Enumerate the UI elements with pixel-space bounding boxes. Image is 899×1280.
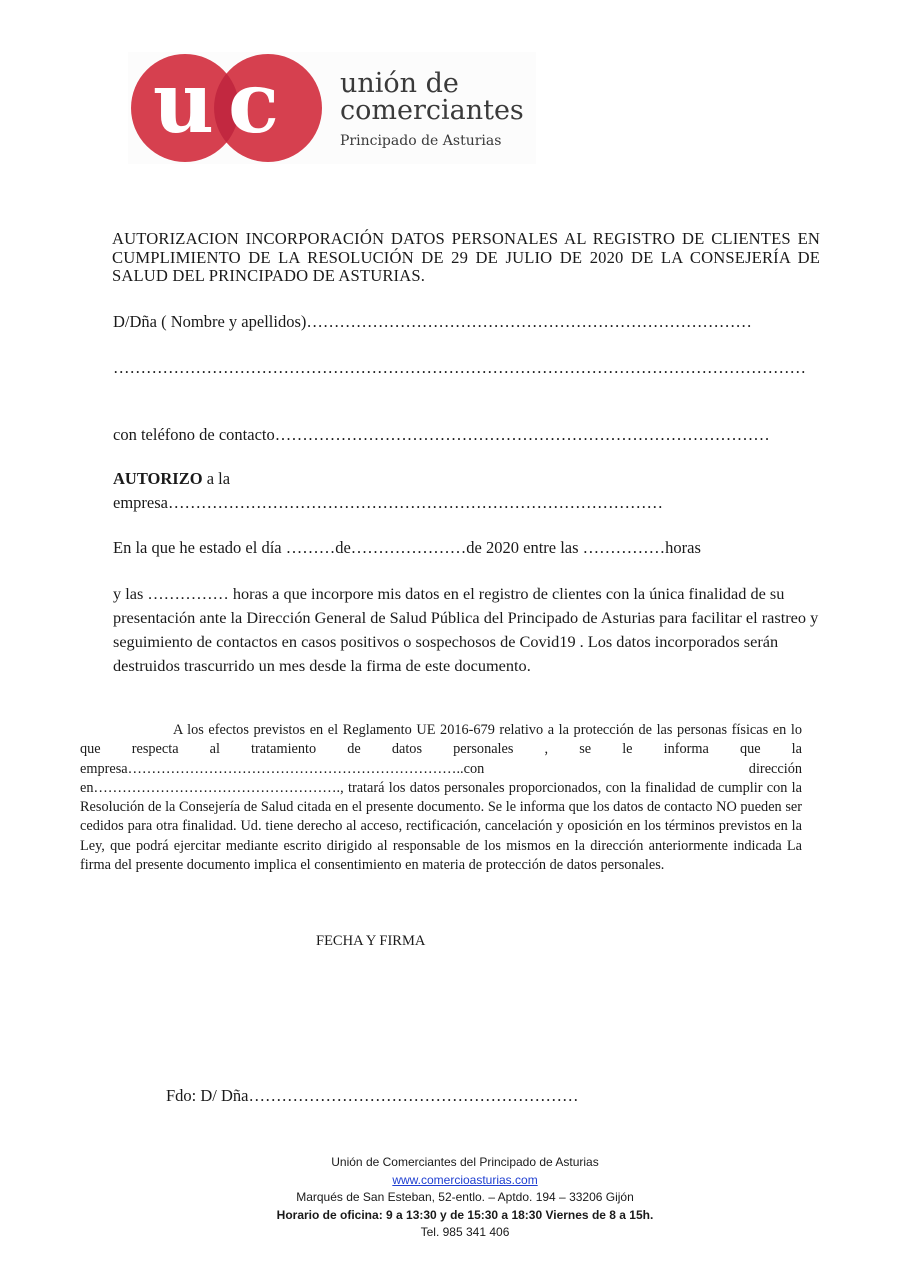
data-protection-paragraph: [80, 721, 802, 875]
signature-line: Fdo: D/ Dña……………………………………………………: [166, 1086, 579, 1105]
logo: [128, 52, 536, 164]
logo-text: [340, 70, 524, 150]
footer-address: Marqués de San Esteban, 52-entlo. – Aptdo. 194 – 33206 Gijón: [296, 1190, 634, 1204]
footer-hours: Horario de oficina: 9 a 13:30 y de 15:30 a 18:30 Viernes de 8 a 15h.: [276, 1207, 654, 1222]
authorization-paragraph: y las …………… horas a que incorpore mis datos en el registro de clientes con la única finalidad de su presentación ante la Dirección General de Salud Pública del Principado de Asturias para facilitar el rastreo y seguimiento de contactos en casos positivos o sospechosos de Covid19 . Los datos incorporados serán destruidos trascurrido un mes desde la firma de este documento.: [113, 584, 819, 675]
logo-line-1: unión de: [340, 68, 459, 99]
logo-subtitle: Principado de Asturias: [340, 133, 502, 149]
footer-phone: Tel. 985 341 406: [420, 1225, 510, 1239]
document-title: AUTORIZACION INCORPORACIÓN DATOS PERSONALES AL REGISTRO DE CLIENTES EN CUMPLIMIENTO DE LA RESOLUCIÓN DE 29 DE JULIO DE 2020 DE LA CONSEJERÍA DE SALUD DEL PRINCIPADO DE ASTURIAS.: [112, 229, 820, 285]
uc-logo-letters: uc: [152, 53, 294, 152]
signature-heading: FECHA Y FIRMA: [316, 933, 426, 949]
footer-org: Unión de Comerciantes del Principado de Asturias: [331, 1155, 599, 1169]
footer: [220, 1154, 710, 1242]
autorizo-line: [113, 469, 230, 489]
date-time-line: En la que he estado el día ………de…………………de 2020 entre las ……………horas: [113, 538, 701, 557]
autorizo-rest: a la: [202, 469, 231, 488]
data-protection-text: A los efectos previstos en el Reglamento UE 2016-679 relativo a la protección de las personas físicas en lo que respecta al tratamiento de datos personales , se le informa que la empresa……………………………………………………………..con dirección en……………………………………………., tratará los datos personales proporcionados, con la finalidad de cumplir con la Resolución de la Consejería de Salud citada en el presente documento. Se le informa que los datos de contacto NO pueden ser cedidos para otra finalidad. Ud. tiene derecho al acceso, rectificación, cancelación y oposición en los términos previstos en la Ley, que podrá ejercitar mediante escrito dirigido al responsable de los mismos en la dirección anteriormente indicada La firma del presente documento implica el consentimiento en materia de protección de datos personales.: [80, 722, 802, 874]
autorizo-label: AUTORIZO: [113, 469, 203, 488]
logo-line-2: comerciantes: [340, 95, 524, 126]
phone-field-line: con teléfono de contacto………………………………………………………………………………: [113, 425, 770, 444]
name-field-line-2: ………………………………………………………………………………………………………………: [113, 358, 806, 377]
footer-website-link[interactable]: www.comercioasturias.com: [392, 1172, 538, 1187]
name-field-line: D/Dña ( Nombre y apellidos)………………………………………………………………………: [113, 312, 752, 331]
uc-logo-mark: [128, 52, 338, 164]
empresa-field-line: empresa………………………………………………………………………………: [113, 493, 663, 512]
